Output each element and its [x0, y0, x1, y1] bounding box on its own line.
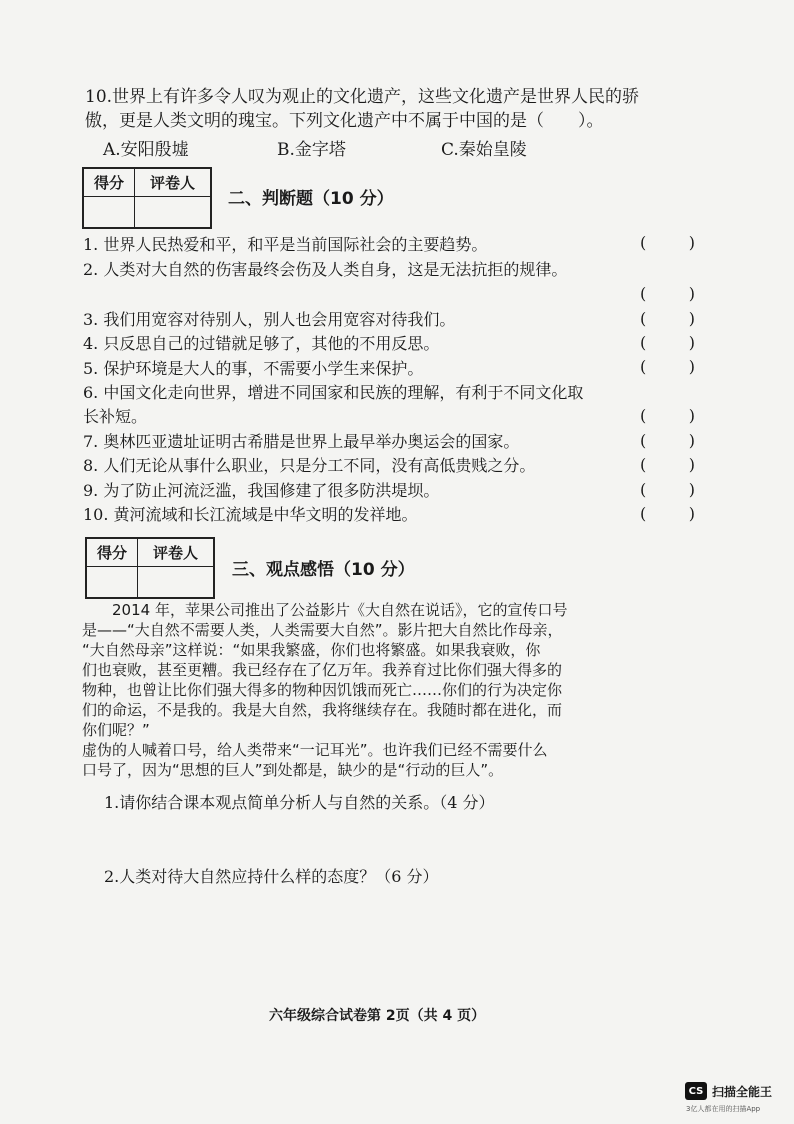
passage-line-9: 口号了，因为“思想的巨人”到处都是，缺少的是“行动的巨人”。: [82, 761, 504, 779]
passage-line-5: 物种，也曾让比你们强大得多的物种因饥饿而死亡……你们的行为决定你: [82, 681, 563, 699]
tf-item-5: 5. 保护环境是大人的事，不需要小学生来保护。: [83, 359, 424, 378]
subquestion-1: 1.请你结合课本观点简单分析人与自然的关系。（4 分）: [104, 793, 495, 812]
tf-item-8: 8. 人们无论从事什么职业，只是分工不同，没有高低贵贱之分。: [83, 456, 536, 475]
passage-line-7: 你们呢？”: [82, 721, 150, 739]
grader-label: 评卷人: [138, 539, 214, 567]
passage-line-1: 2014 年，苹果公司推出了公益影片《大自然在说话》，它的宣传口号: [82, 601, 568, 619]
q10-line1: 10.世界上有许多令人叹为观止的文化遗产，这些文化遗产是世界人民的骄: [85, 87, 640, 107]
answer-blank-7[interactable]: ( ): [640, 431, 695, 450]
scanner-watermark: [685, 1082, 772, 1100]
q10-option-b: B.金字塔: [277, 140, 346, 160]
answer-blank-3[interactable]: ( ): [640, 309, 695, 328]
answer-blank-5[interactable]: ( ): [640, 357, 695, 376]
passage-line-3: “大自然母亲”这样说：“如果我繁盛，你们也将繁盛。如果我衰败，你: [82, 641, 541, 659]
answer-blank-10[interactable]: ( ): [640, 504, 695, 523]
passage-line-2: 是——“大自然不需要人类，人类需要大自然”。影片把大自然比作母亲，: [82, 621, 563, 639]
brand-name: 扫描全能王: [712, 1084, 773, 1099]
tf-item-1: 1. 世界人民热爱和平，和平是当前国际社会的主要趋势。: [83, 235, 488, 254]
tf-item-9: 9. 为了防止河流泛滥，我国修建了很多防洪堤坝。: [83, 481, 440, 500]
answer-blank-1[interactable]: ( ): [640, 233, 695, 252]
q10-option-a: A.安阳殷墟: [103, 140, 189, 160]
score-label: 得分: [87, 539, 138, 567]
grader-cell: [135, 197, 211, 228]
page-footer: 六年级综合试卷第 2页（共 4 页）: [269, 1008, 486, 1024]
grader-cell: [138, 567, 214, 598]
grader-label: 评卷人: [135, 169, 211, 197]
subquestion-2: 2.人类对待大自然应持什么样的态度？（6 分）: [104, 867, 439, 886]
answer-blank-9[interactable]: ( ): [640, 480, 695, 499]
camscanner-logo-icon: CS: [685, 1082, 707, 1100]
passage-line-6: 们的命运，不是我的。我是大自然，我将继续存在。我随时都在进化，而: [82, 701, 563, 719]
answer-blank-8[interactable]: ( ): [640, 455, 695, 474]
answer-blank-6[interactable]: ( ): [640, 406, 695, 425]
tf-item-10: 10. 黄河流域和长江流域是中华文明的发祥地。: [83, 505, 418, 524]
passage-line-4: 们也衰败，甚至更糟。我已经存在了亿万年。我养育过比你们强大得多的: [82, 661, 563, 679]
tf-item-2: 2. 人类对大自然的伤害最终会伤及人类自身，这是无法抗拒的规律。: [83, 260, 568, 279]
answer-blank-2[interactable]: ( ): [640, 284, 695, 303]
score-box-section2: [82, 167, 212, 229]
answer-blank-4[interactable]: ( ): [640, 333, 695, 352]
score-cell: [87, 567, 138, 598]
section2-title: 二、判断题（10 分）: [228, 189, 394, 209]
score-box-section3: [85, 537, 215, 599]
q10-line2: 傲，更是人类文明的瑰宝。下列文化遗产中不属于中国的是（ ）。: [85, 111, 604, 131]
section3-title: 三、观点感悟（10 分）: [232, 560, 415, 580]
score-label: 得分: [84, 169, 135, 197]
tf-item-6: 6. 中国文化走向世界，增进不同国家和民族的理解，有利于不同文化取: [83, 383, 584, 402]
tf-item-4: 4. 只反思自己的过错就足够了，其他的不用反思。: [83, 334, 440, 353]
tf-item-3: 3. 我们用宽容对待别人，别人也会用宽容对待我们。: [83, 310, 456, 329]
q10-option-c: C.秦始皇陵: [441, 140, 527, 160]
passage-line-8: 虚伪的人喊着口号，给人类带来“一记耳光”。也许我们已经不需要什么: [82, 741, 548, 759]
brand-tagline: 3亿人都在用的扫描App: [686, 1105, 761, 1113]
score-cell: [84, 197, 135, 228]
tf-item-6-cont: 长补短。: [83, 407, 148, 426]
tf-item-7: 7. 奥林匹亚遗址证明古希腊是世界上最早举办奥运会的国家。: [83, 432, 520, 451]
